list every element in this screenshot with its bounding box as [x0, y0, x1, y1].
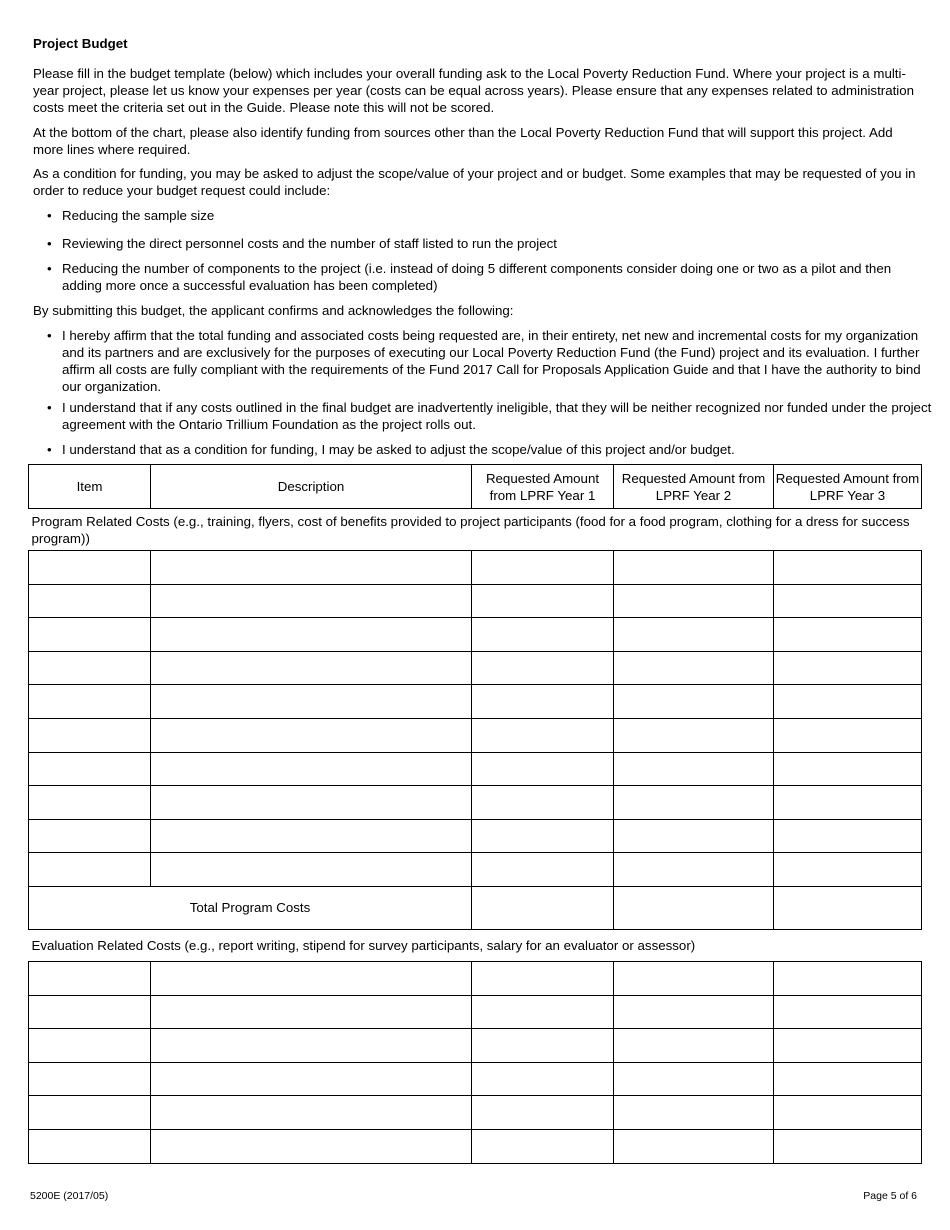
description-cell[interactable] — [151, 1096, 472, 1130]
total-year-3-cell[interactable] — [774, 886, 922, 929]
year-2-cell[interactable] — [614, 551, 774, 585]
year-1-cell[interactable] — [472, 786, 614, 820]
year-3-cell[interactable] — [774, 651, 922, 685]
year-2-cell[interactable] — [614, 718, 774, 752]
year-3-cell[interactable] — [774, 1096, 922, 1130]
description-cell[interactable] — [151, 1029, 472, 1063]
table-row — [29, 853, 922, 887]
year-3-cell[interactable] — [774, 995, 922, 1029]
page-number: Page 5 of 6 — [863, 1190, 917, 1202]
total-program-row — [29, 886, 922, 929]
year-2-cell[interactable] — [614, 995, 774, 1029]
table-row — [29, 618, 922, 652]
program-section-row — [29, 509, 922, 551]
item-cell[interactable] — [29, 718, 151, 752]
list-item-text: Reducing the number of components to the project (i.e. instead of doing 5 different components consider doing one or two as a pilot and then adding more once a successful evaluation has been completed) — [62, 261, 892, 293]
list-item — [47, 207, 932, 224]
item-cell[interactable] — [29, 1029, 151, 1063]
item-cell[interactable] — [29, 786, 151, 820]
description-cell[interactable] — [151, 752, 472, 786]
year-3-cell[interactable] — [774, 584, 922, 618]
year-1-cell[interactable] — [472, 1062, 614, 1096]
year-1-cell[interactable] — [472, 1096, 614, 1130]
year-1-cell[interactable] — [472, 961, 614, 995]
item-cell[interactable] — [29, 1062, 151, 1096]
list-item-text: I understand that as a condition for funding, I may be asked to adjust the scope/value of this project and/or budget. — [62, 442, 735, 457]
table-row — [29, 995, 922, 1029]
year-3-cell[interactable] — [774, 718, 922, 752]
table-row — [29, 718, 922, 752]
bullet-icon: • — [47, 328, 52, 343]
table-row — [29, 685, 922, 719]
list-item — [47, 260, 932, 294]
year-1-cell[interactable] — [472, 651, 614, 685]
year-2-cell[interactable] — [614, 584, 774, 618]
evaluation-section-row — [29, 929, 922, 961]
evaluation-section-label: Evaluation Related Costs (e.g., report writing, stipend for survey participants, salary for an evaluator or assessor) — [29, 929, 922, 961]
year-3-cell[interactable] — [774, 551, 922, 585]
list-item — [47, 327, 932, 395]
table-row — [29, 651, 922, 685]
year-2-cell[interactable] — [614, 819, 774, 853]
year-2-cell[interactable] — [614, 1029, 774, 1063]
table-row — [29, 1129, 922, 1163]
item-cell[interactable] — [29, 551, 151, 585]
description-cell[interactable] — [151, 651, 472, 685]
list-item-text: Reviewing the direct personnel costs and the number of staff listed to run the project — [62, 236, 557, 251]
condition-paragraph: As a condition for funding, you may be asked to adjust the scope/value of your project and or budget. Some examples that may be requested of you in order to reduce your budget request could include: — [33, 166, 916, 198]
year-1-cell[interactable] — [472, 685, 614, 719]
item-cell[interactable] — [29, 995, 151, 1029]
item-cell[interactable] — [29, 584, 151, 618]
table-row — [29, 961, 922, 995]
description-cell[interactable] — [151, 786, 472, 820]
year-1-cell[interactable] — [472, 1029, 614, 1063]
year-2-cell[interactable] — [614, 752, 774, 786]
description-cell[interactable] — [151, 961, 472, 995]
description-cell[interactable] — [151, 1129, 472, 1163]
intro-paragraph: Please fill in the budget template (below) which includes your overall funding ask to the Local Poverty Reduction Fund. Where your project is a multi-year project, please let us know your expenses per year (costs can be equal across years). Please ensure that any expenses related to administration costs meet the criteria set out in the Guide. Please note this will not be scored. — [33, 66, 915, 115]
header-description: Description — [151, 465, 472, 509]
form-number: 5200E (2017/05) — [30, 1190, 109, 1202]
item-cell[interactable] — [29, 961, 151, 995]
list-item-text: I hereby affirm that the total funding and associated costs being requested are, in their entirety, net new and incremental costs for my organization and its partners and are exclusively for the purposes of executing our Local Poverty Reduction Fund (the Fund) project and its evaluation. I further affirm all costs are fully compliant with the requirements of the Fund 2017 Call for Proposals Application Guide and that I have the authority to bind our organization. — [62, 328, 921, 394]
table-row — [29, 551, 922, 585]
total-year-1-cell[interactable] — [472, 886, 614, 929]
bullet-icon: • — [47, 261, 52, 276]
year-1-cell[interactable] — [472, 718, 614, 752]
budget-table — [28, 464, 922, 1164]
table-header-row — [29, 465, 922, 509]
item-cell[interactable] — [29, 853, 151, 887]
year-3-cell[interactable] — [774, 819, 922, 853]
year-2-cell[interactable] — [614, 1096, 774, 1130]
description-cell[interactable] — [151, 995, 472, 1029]
list-item — [47, 235, 932, 252]
bullet-icon: • — [47, 442, 52, 457]
year-3-cell[interactable] — [774, 786, 922, 820]
year-2-cell[interactable] — [614, 618, 774, 652]
year-2-cell[interactable] — [614, 786, 774, 820]
list-item — [47, 441, 932, 458]
total-year-2-cell[interactable] — [614, 886, 774, 929]
year-1-cell[interactable] — [472, 853, 614, 887]
list-item — [47, 399, 932, 433]
year-1-cell[interactable] — [472, 551, 614, 585]
total-program-label: Total Program Costs — [29, 886, 472, 929]
table-row — [29, 1029, 922, 1063]
list-item-text: Reducing the sample size — [62, 208, 215, 223]
header-year-2: Requested Amount from LPRF Year 2 — [614, 465, 774, 509]
program-section-label: Program Related Costs (e.g., training, flyers, cost of benefits provided to project participants (food for a food program, clothing for a dress for success program)) — [29, 509, 922, 551]
description-cell[interactable] — [151, 584, 472, 618]
section-title: Project Budget — [33, 36, 128, 51]
bullet-icon: • — [47, 400, 52, 415]
year-1-cell[interactable] — [472, 819, 614, 853]
bullet-icon: • — [47, 208, 52, 223]
year-3-cell[interactable] — [774, 1062, 922, 1096]
year-1-cell[interactable] — [472, 752, 614, 786]
header-year-1: Requested Amount from LPRF Year 1 — [472, 465, 614, 509]
description-cell[interactable] — [151, 718, 472, 752]
table-row — [29, 1062, 922, 1096]
year-3-cell[interactable] — [774, 752, 922, 786]
year-3-cell[interactable] — [774, 1029, 922, 1063]
year-1-cell[interactable] — [472, 1129, 614, 1163]
year-2-cell[interactable] — [614, 1062, 774, 1096]
year-1-cell[interactable] — [472, 618, 614, 652]
item-cell[interactable] — [29, 618, 151, 652]
description-cell[interactable] — [151, 1062, 472, 1096]
description-cell[interactable] — [151, 853, 472, 887]
item-cell[interactable] — [29, 1096, 151, 1130]
item-cell[interactable] — [29, 685, 151, 719]
table-row — [29, 786, 922, 820]
bullet-icon: • — [47, 236, 52, 251]
item-cell[interactable] — [29, 752, 151, 786]
table-row — [29, 584, 922, 618]
description-cell[interactable] — [151, 819, 472, 853]
year-3-cell[interactable] — [774, 1129, 922, 1163]
year-1-cell[interactable] — [472, 584, 614, 618]
year-1-cell[interactable] — [472, 995, 614, 1029]
description-cell[interactable] — [151, 551, 472, 585]
year-3-cell[interactable] — [774, 961, 922, 995]
year-2-cell[interactable] — [614, 651, 774, 685]
year-3-cell[interactable] — [774, 685, 922, 719]
year-2-cell[interactable] — [614, 685, 774, 719]
table-row — [29, 752, 922, 786]
year-2-cell[interactable] — [614, 853, 774, 887]
description-cell[interactable] — [151, 685, 472, 719]
year-2-cell[interactable] — [614, 1129, 774, 1163]
description-cell[interactable] — [151, 618, 472, 652]
table-row — [29, 1096, 922, 1130]
acknowledge-intro: By submitting this budget, the applicant confirms and acknowledges the following: — [33, 303, 514, 318]
list-item-text: I understand that if any costs outlined in the final budget are inadvertently ineligible, that they will be neither recognized nor funded under the project agreement with the Ontario Trillium Foundation as the project rolls out. — [62, 400, 932, 432]
header-year-3: Requested Amount from LPRF Year 3 — [774, 465, 922, 509]
header-item: Item — [29, 465, 151, 509]
other-funding-paragraph: At the bottom of the chart, please also identify funding from sources other than the Local Poverty Reduction Fund that will support this project. Add more lines where required. — [33, 125, 893, 157]
year-3-cell[interactable] — [774, 853, 922, 887]
item-cell[interactable] — [29, 1129, 151, 1163]
year-2-cell[interactable] — [614, 961, 774, 995]
table-row — [29, 819, 922, 853]
item-cell[interactable] — [29, 651, 151, 685]
year-3-cell[interactable] — [774, 618, 922, 652]
item-cell[interactable] — [29, 819, 151, 853]
